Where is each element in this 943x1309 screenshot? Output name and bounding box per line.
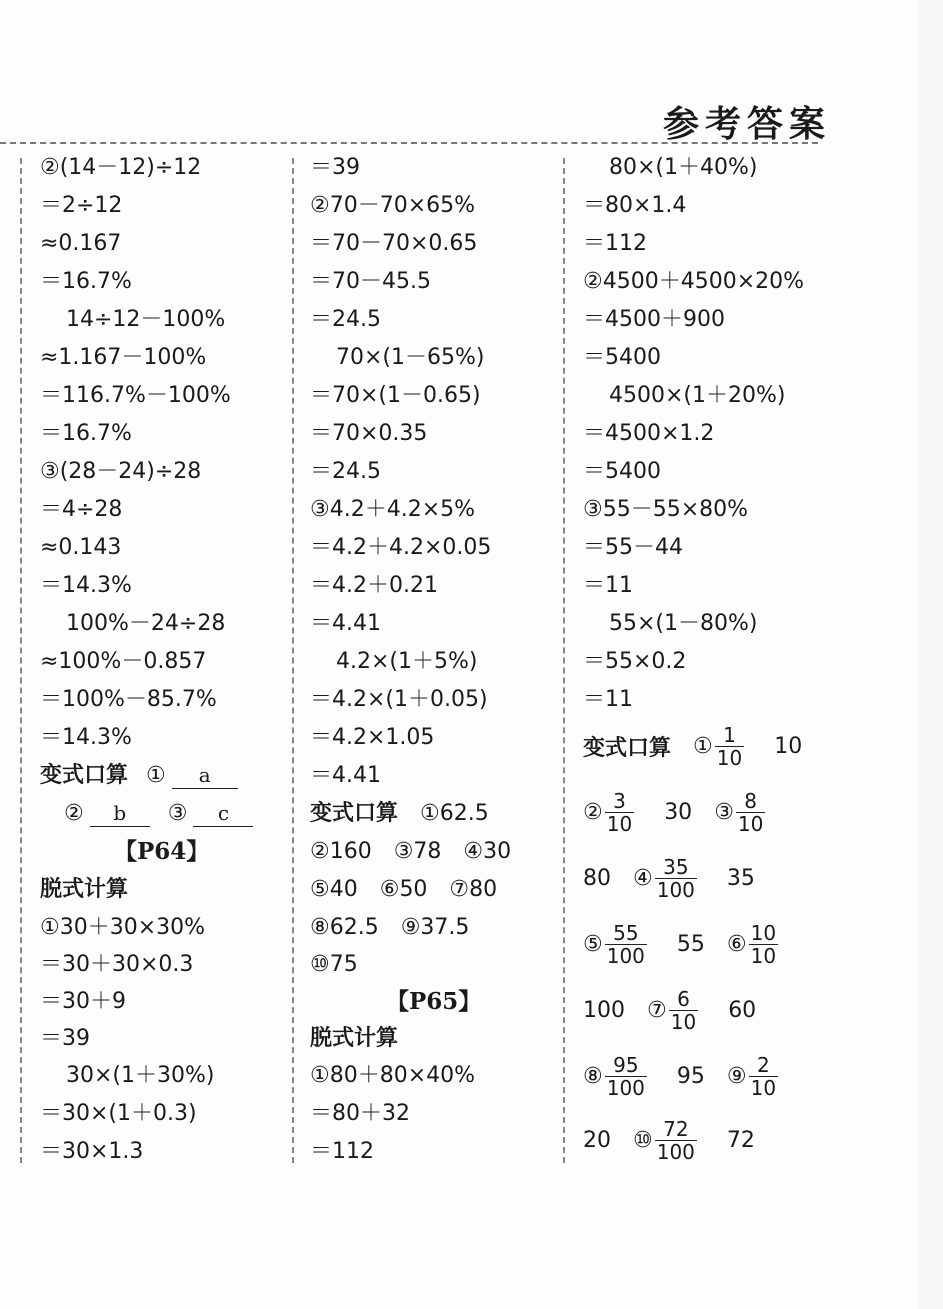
- answer-line: ①80＋80×40%: [310, 1063, 476, 1088]
- fraction-value: 60: [728, 997, 757, 1023]
- answer-line: ＝55－44: [583, 535, 683, 560]
- fraction-row: [583, 716, 802, 776]
- answer-line: ＝30＋9: [40, 989, 126, 1014]
- bianshi-row-1: [40, 760, 238, 792]
- fraction-row: [583, 980, 756, 1040]
- fraction-row: [583, 848, 755, 908]
- bianshi-answer: ⑩75: [310, 952, 358, 977]
- item-number: ③: [167, 801, 188, 826]
- page-heading: 【P65】: [386, 988, 482, 1015]
- answer-line: 70×(1－65%): [336, 345, 485, 370]
- answer-line: ＝11: [583, 573, 633, 598]
- denominator: 10: [716, 745, 743, 770]
- answer-line: ≈0.167: [40, 231, 122, 256]
- answer-line: ＝16.7%: [40, 421, 132, 446]
- fraction: [749, 1054, 778, 1099]
- answer-line: ＝4.41: [310, 763, 381, 788]
- fraction-value: 35: [726, 865, 755, 891]
- answer-line: ＝24.5: [310, 307, 381, 332]
- denominator: 10: [670, 1009, 697, 1034]
- answer-blank: a: [172, 762, 238, 789]
- section-label: 脱式计算: [40, 877, 129, 902]
- answer-line: ＝70×(1－0.65): [310, 383, 481, 408]
- bianshi-answer: ①62.5: [420, 801, 489, 826]
- answer-line: ＝70－70×0.65: [310, 231, 478, 256]
- fraction: [605, 1054, 647, 1099]
- answer-line: ②(14－12)÷12: [40, 155, 202, 180]
- answer-line: 4.2×(1＋5%): [336, 649, 478, 674]
- item-number: ⑨: [726, 1063, 747, 1089]
- answer-line: ＝4.2＋4.2×0.05: [310, 535, 492, 560]
- header-divider: [0, 142, 818, 144]
- bianshi-row-1: [310, 798, 489, 830]
- answer-line: ＝30×(1＋0.3): [40, 1101, 197, 1126]
- item-number: ③: [714, 799, 734, 825]
- denominator: 100: [656, 1139, 695, 1164]
- bianshi-row-2: [40, 798, 253, 830]
- answer-line: ③(28－24)÷28: [40, 459, 202, 484]
- answer-line: ＝70－45.5: [310, 269, 431, 294]
- answer-line: 4500×(1＋20%): [609, 383, 786, 408]
- item-number: ⑧: [583, 1063, 603, 1089]
- section-label: 变式口算: [40, 763, 129, 788]
- fraction: [669, 988, 698, 1033]
- answer-line: ③4.2＋4.2×5%: [310, 497, 476, 522]
- denominator: 10: [750, 943, 777, 968]
- fraction: [605, 790, 634, 835]
- fraction-row: [583, 914, 780, 974]
- item-number: ①: [146, 763, 166, 788]
- item-number: ②: [583, 799, 603, 825]
- fraction: [736, 790, 765, 835]
- item-number: ⑩: [633, 1127, 653, 1153]
- bianshi-answer: ②160 ③78 ④30: [310, 839, 512, 864]
- answer-line: ＝4.2×1.05: [310, 725, 435, 750]
- answer-line: ＝4.2＋0.21: [310, 573, 438, 598]
- item-number: ①: [693, 733, 713, 759]
- answer-line: ＝11: [583, 687, 633, 712]
- answer-line: ＝14.3%: [40, 573, 132, 598]
- item-number: ②: [64, 801, 84, 826]
- numerator: 6: [677, 986, 690, 1011]
- numerator: 1: [723, 722, 736, 747]
- answer-line: ＝4.41: [310, 611, 381, 636]
- numerator: 72: [663, 1116, 689, 1141]
- denominator: 10: [750, 1075, 777, 1100]
- fraction-row: [583, 1046, 780, 1106]
- bianshi-answer: ⑧62.5 ⑨37.5: [310, 915, 470, 940]
- answer-line: ＝4500×1.2: [583, 421, 715, 446]
- numerator: 3: [613, 788, 626, 813]
- column-divider: [292, 158, 294, 1163]
- fraction-value: 55: [676, 931, 705, 957]
- item-number: ④: [633, 865, 653, 891]
- section-label: 脱式计算: [310, 1026, 399, 1051]
- answer-line: ＝39: [310, 155, 360, 180]
- answer-line: ＝30＋30×0.3: [40, 952, 194, 977]
- numerator: 35: [663, 854, 689, 879]
- answer-line: ＝116.7%－100%: [40, 383, 231, 408]
- fraction: [715, 724, 744, 769]
- numerator: 95: [613, 1052, 639, 1077]
- fraction: [655, 856, 697, 901]
- numerator: 8: [744, 788, 758, 813]
- answer-line: ＝80×1.4: [583, 193, 687, 218]
- answer-line: ＝16.7%: [40, 269, 132, 294]
- answer-line: ＝39: [40, 1026, 90, 1051]
- fraction-value: 30: [664, 799, 693, 825]
- answer-line: 80×(1＋40%): [609, 155, 758, 180]
- answer-line: ＝2÷12: [40, 193, 123, 218]
- answer-line: ＝112: [310, 1139, 374, 1164]
- answer-blank: c: [193, 800, 253, 827]
- answer-line: 30×(1＋30%): [66, 1063, 215, 1088]
- answer-line: ②4500＋4500×20%: [583, 269, 805, 294]
- fraction-value: 100: [583, 997, 625, 1023]
- answer-line: ≈1.167－100%: [40, 345, 207, 370]
- denominator: 100: [606, 943, 645, 968]
- fraction-value: 10: [774, 733, 803, 759]
- item-number: ⑤: [583, 931, 603, 957]
- fraction-row: [583, 782, 767, 842]
- fraction-value: 80: [583, 865, 611, 891]
- fraction: [749, 922, 778, 967]
- answer-line: ＝55×0.2: [583, 649, 687, 674]
- answer-blank: b: [90, 800, 150, 827]
- answer-line: ＝4÷28: [40, 497, 123, 522]
- answer-line: ＝100%－85.7%: [40, 687, 217, 712]
- answer-line: ＝5400: [583, 459, 661, 484]
- answer-line: ≈100%－0.857: [40, 649, 207, 674]
- denominator: 100: [656, 877, 695, 902]
- answer-line: ＝30×1.3: [40, 1139, 144, 1164]
- bianshi-answer: ⑤40 ⑥50 ⑦80: [310, 877, 498, 902]
- answer-line: ＝5400: [583, 345, 661, 370]
- section-label: 变式口算: [583, 735, 672, 761]
- answer-line: ③55－55×80%: [583, 497, 749, 522]
- answer-line: ＝4.2×(1＋0.05): [310, 687, 488, 712]
- column-divider: [563, 158, 565, 1163]
- answer-line: ＝4500＋900: [583, 307, 725, 332]
- numerator: 10: [750, 920, 777, 945]
- denominator: 100: [606, 1075, 645, 1100]
- answer-line: 100%－24÷28: [66, 611, 226, 636]
- fraction-value: 72: [726, 1127, 755, 1153]
- section-label: 变式口算: [310, 801, 399, 826]
- item-number: ⑥: [726, 931, 747, 957]
- denominator: 10: [737, 811, 764, 836]
- fraction-value: 95: [676, 1063, 705, 1089]
- answer-line: ＝80＋32: [310, 1101, 410, 1126]
- answer-line: 14÷12－100%: [66, 307, 226, 332]
- numerator: 55: [613, 920, 639, 945]
- item-number: ⑦: [647, 997, 667, 1023]
- answer-line: ＝14.3%: [40, 725, 132, 750]
- answer-line: 55×(1－80%): [609, 611, 758, 636]
- fraction: [655, 1118, 697, 1163]
- page-title: 参考答案: [663, 104, 832, 145]
- answer-line: ②70－70×65%: [310, 193, 476, 218]
- answer-line: ＝70×0.35: [310, 421, 428, 446]
- page-heading: 【P64】: [114, 838, 210, 865]
- fraction: [605, 922, 647, 967]
- column-divider: [20, 158, 22, 1163]
- answer-line: ＝112: [583, 231, 647, 256]
- numerator: 2: [757, 1052, 770, 1077]
- answer-line: ＝24.5: [310, 459, 381, 484]
- answer-line: ≈0.143: [40, 535, 122, 560]
- answer-line: ①30＋30×30%: [40, 915, 206, 940]
- fraction-value: 20: [583, 1127, 611, 1153]
- denominator: 10: [606, 811, 633, 836]
- fraction-row: [583, 1110, 755, 1170]
